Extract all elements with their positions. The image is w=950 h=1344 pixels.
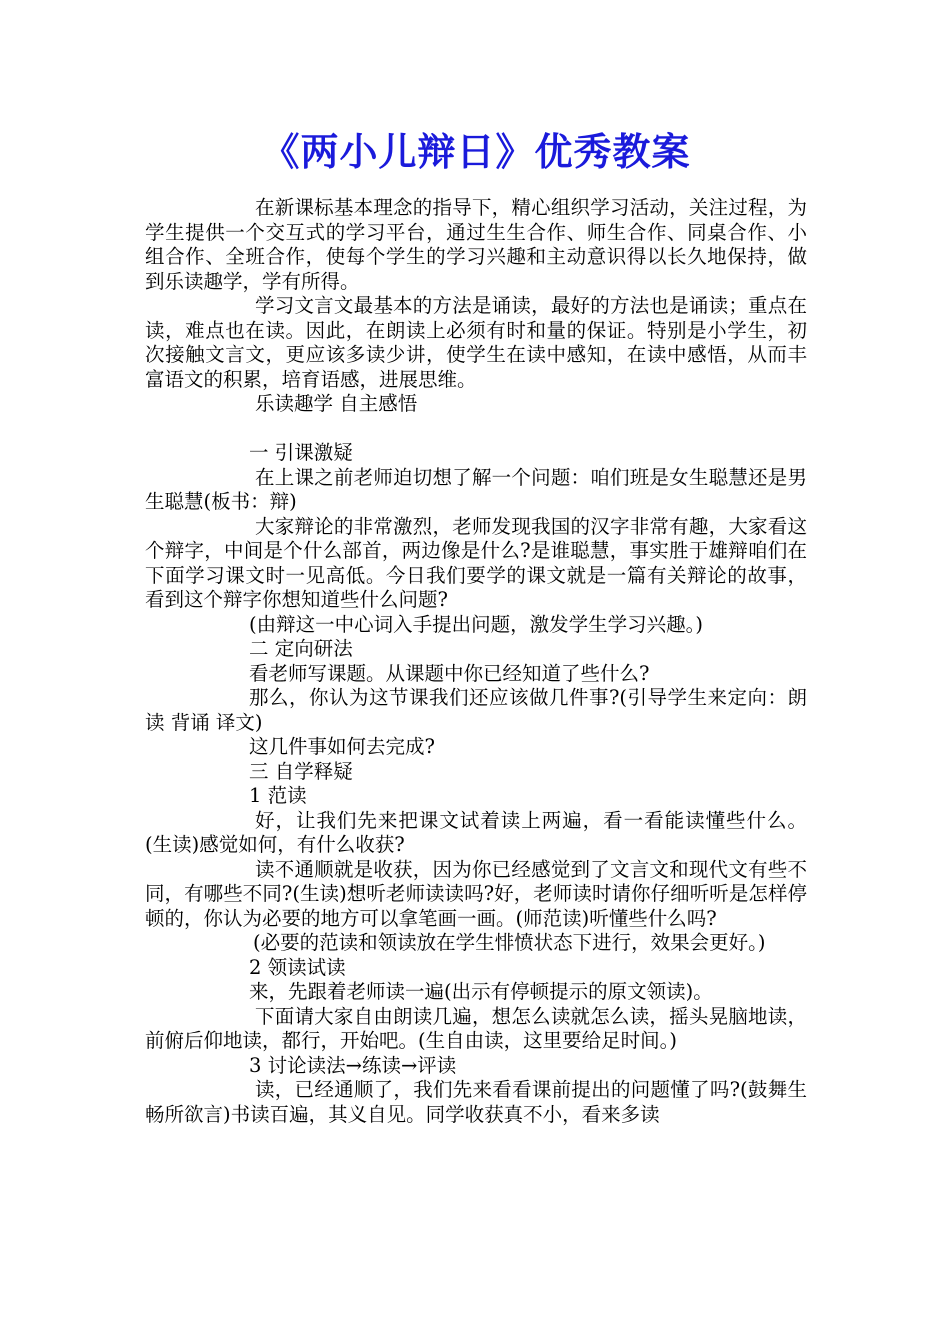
- paragraph: 那么，你认为这节课我们还应该做几件事?(引导学生来定向：朗读 背诵 译文): [145, 686, 807, 734]
- paragraph: 大家辩论的非常激烈，老师发现我国的汉字非常有趣，大家看这个辩字，中间是个什么部首，两边像是什么?是谁聪慧，事实胜于雄辩咱们在下面学习课文时一见高低。今日我们要学的课文就是一篇有关辩论的故事，看到这个辩字你想知道些什么问题?: [145, 514, 807, 611]
- section-heading-3: 三 自学释疑: [249, 759, 353, 783]
- paragraph-theme: 乐读趣学 自主感悟: [255, 392, 418, 415]
- paragraph: 读，已经通顺了，我们先来看看课前提出的问题懂了吗?(鼓舞生畅所欲言)书读百遍，其义自见。同学收获真不小，看来多读: [145, 1078, 807, 1126]
- paragraph: 看老师写课题。从课题中你已经知道了些什么?: [249, 661, 650, 685]
- section-heading-1: 一 引课激疑: [249, 441, 353, 464]
- section-heading-2: 二 定向研法: [249, 637, 353, 660]
- paragraph: 来，先跟着老师读一遍(出示有停顿提示的原文领读)。: [249, 980, 713, 1003]
- paragraph-note: (必要的范读和领读放在学生悱愤状态下进行，效果会更好。): [253, 931, 766, 954]
- document-page: [145, 120, 807, 1127]
- paragraph: 读不通顺就是收获，因为你已经感觉到了文言文和现代文有些不同，有哪些不同?(生读)想听老师读读吗?好，老师读时请你仔细听听是怎样停顿的，你认为必要的地方可以拿笔画一画。(师范读)听懂些什么吗?: [145, 857, 807, 930]
- paragraph-intro: 在新课标基本理念的指导下，精心组织学习活动，关注过程，为学生提供一个交互式的学习平台，通过生生合作、师生合作、同桌合作、小组合作、全班合作，使每个学生的学习兴趣和主动意识得以长久地保持，做到乐读趣学，学有所得。: [145, 196, 807, 293]
- paragraph-method: 学习文言文最基本的方法是诵读，最好的方法也是诵读；重点在读，难点也在读。因此，在朗读上必须有时和量的保证。特别是小学生，初次接触文言文，更应该多读少讲，使学生在读中感知，在读中感悟，从而丰富语文的积累，培育语感，进展思维。: [145, 294, 807, 391]
- blank-line: [145, 417, 807, 442]
- paragraph: 下面请大家自由朗读几遍，想怎么读就怎么读，摇头晃脑地读，前俯后仰地读，都行，开始吧。(生自由读，这里要给足时间。): [145, 1004, 807, 1052]
- subheading-1: 1 范读: [249, 784, 307, 807]
- paragraph: 这几件事如何去完成?: [249, 735, 435, 758]
- paragraph-note: (由辩这一中心词入手提出问题，激发学生学习兴趣。): [249, 612, 703, 636]
- subheading-2: 2 领读试读: [249, 955, 346, 979]
- subheading-3: 3 讨论读法→练读→评读: [249, 1053, 457, 1077]
- paragraph: 在上课之前老师迫切想了解一个问题：咱们班是女生聪慧还是男生聪慧(板书：辩): [145, 465, 807, 513]
- page-title: 《两小儿辩日》优秀教案: [261, 129, 691, 174]
- paragraph: 好，让我们先来把课文试着读上两遍，看一看能读懂些什么。(生读)感觉如何，有什么收获?: [145, 808, 807, 856]
